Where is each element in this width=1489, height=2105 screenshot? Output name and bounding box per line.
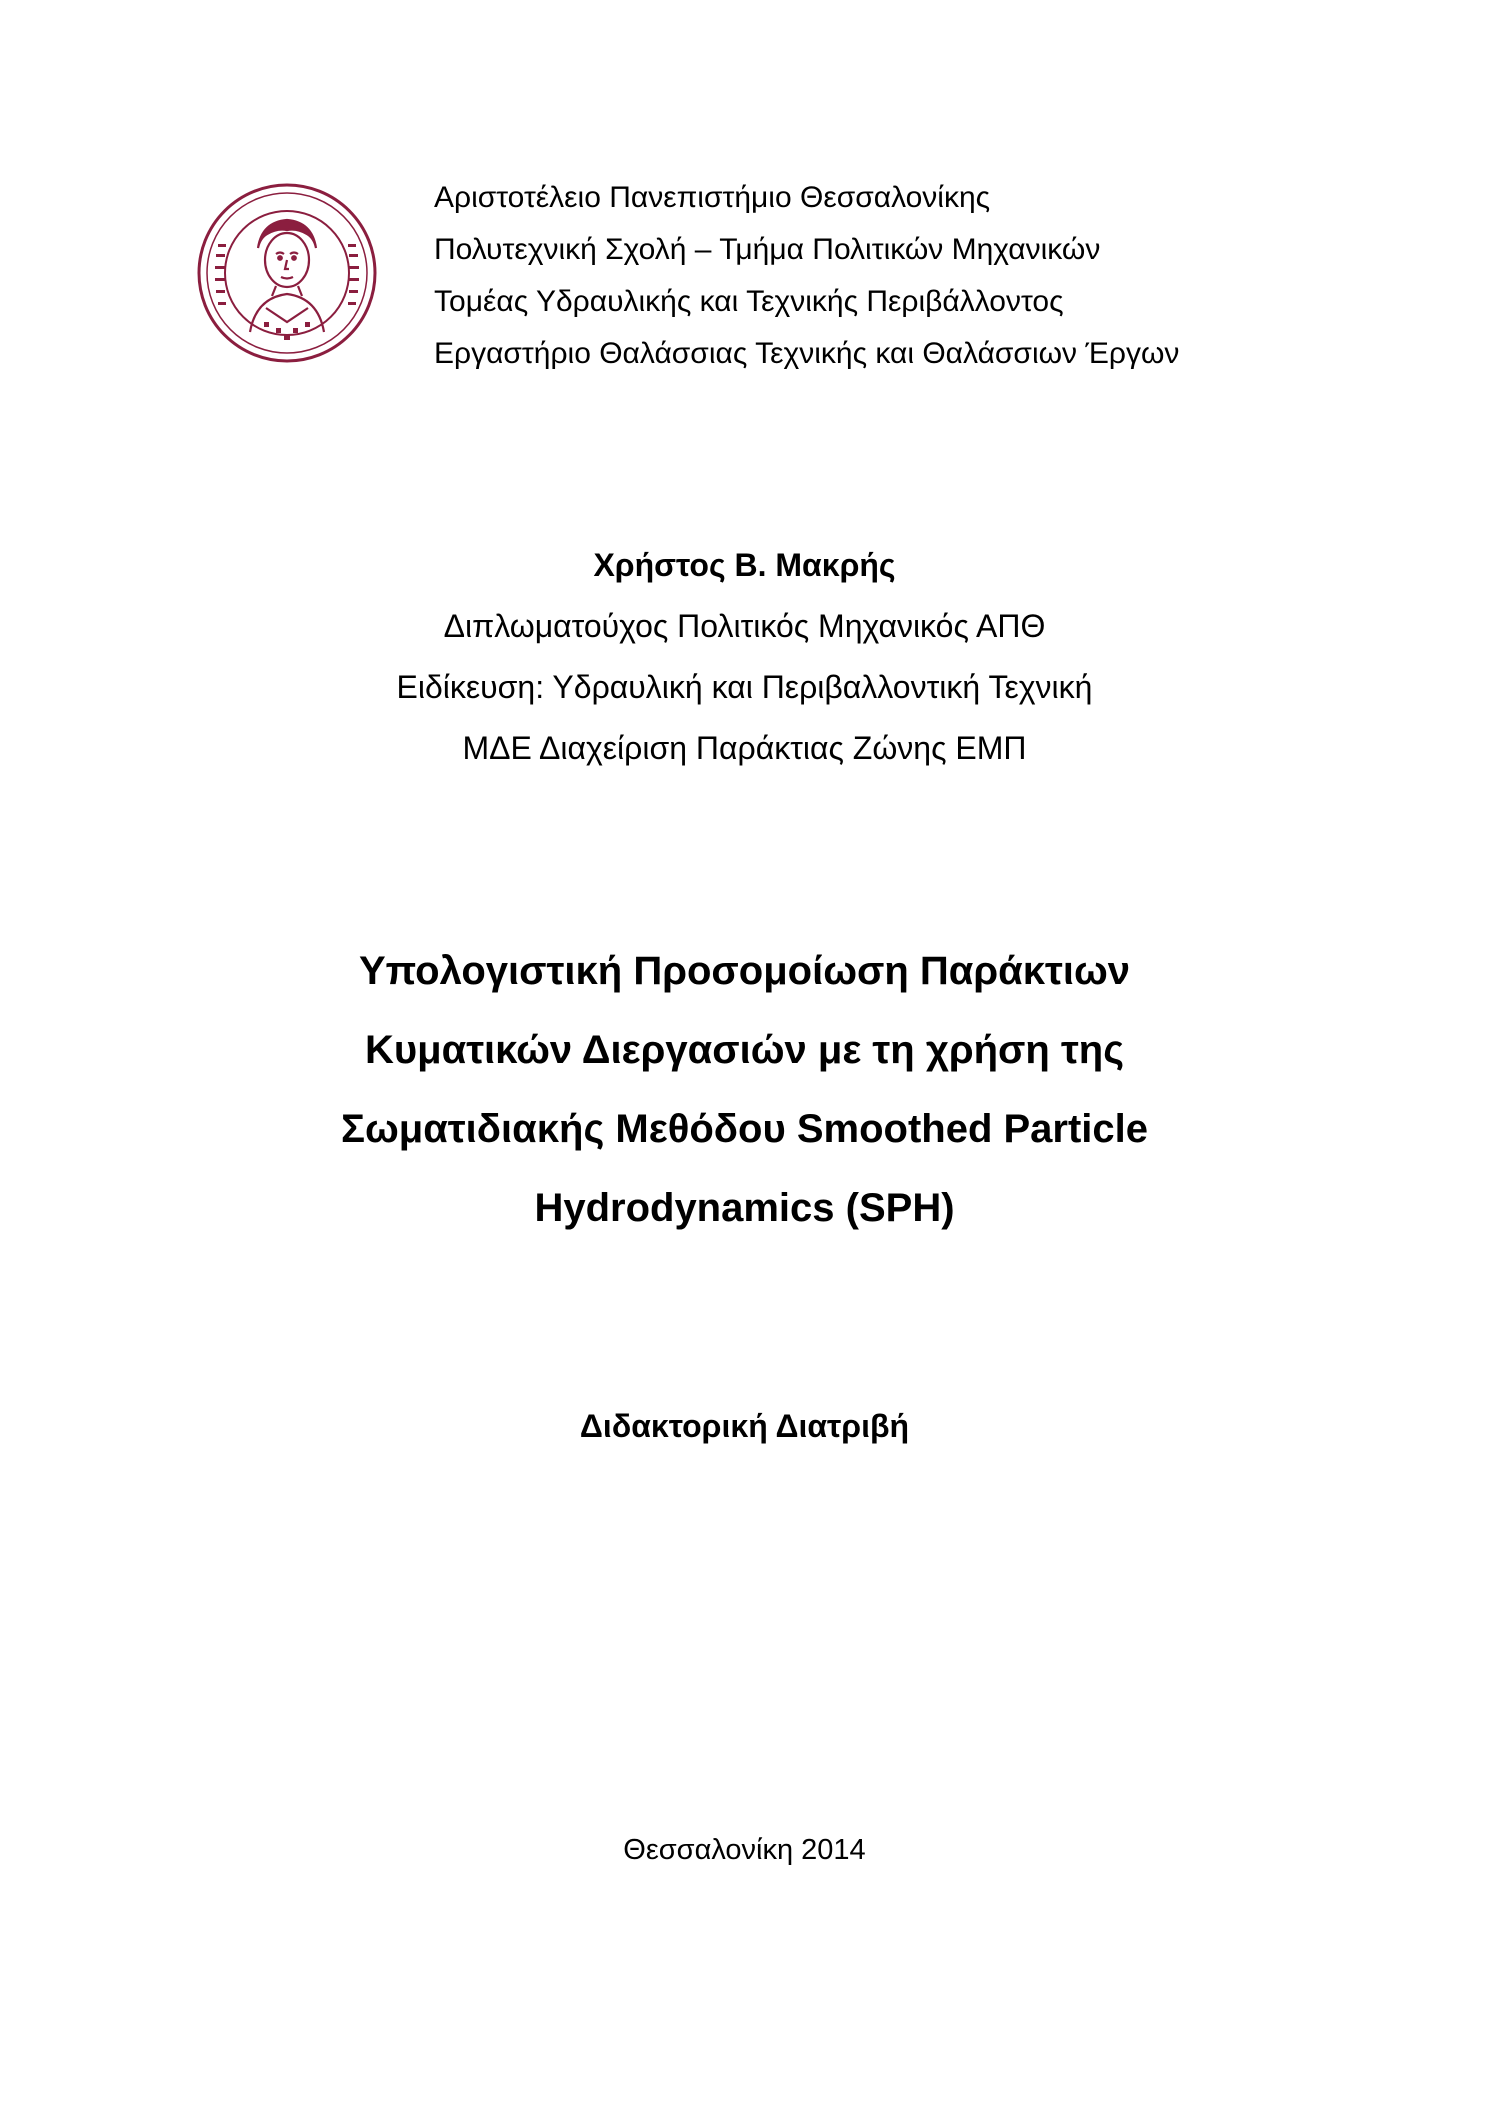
thesis-title-line-3: Σωματιδιακής Μεθόδου Smoothed Particle — [340, 1107, 1149, 1151]
author-credential-degree: Διπλωματούχος Πολιτικός Μηχανικός ΑΠΘ — [443, 608, 1046, 644]
thesis-title-line-2: Κυματικών Διεργασιών με τη χρήση της — [364, 1028, 1125, 1072]
place-and-year: Θεσσαλονίκη 2014 — [623, 1834, 866, 1866]
thesis-title — [0, 932, 1489, 1248]
thesis-title-line-4: Hydrodynamics (SPH) — [534, 1186, 955, 1230]
institution-university: Αριστοτέλειο Πανεπιστήμιο Θεσσαλονίκης — [434, 181, 991, 214]
document-type: Διδακτορική Διατριβή — [579, 1408, 910, 1444]
institution-header — [434, 172, 1179, 380]
author-name: Χρήστος Β. Μακρής — [593, 547, 896, 583]
university-seal-logo — [196, 182, 378, 364]
author-credential-masters: ΜΔΕ Διαχείριση Παράκτιας Ζώνης ΕΜΠ — [462, 730, 1027, 766]
author-credential-specialization: Ειδίκευση: Υδραυλική και Περιβαλλοντική Τεχνική — [396, 669, 1093, 705]
institution-school-department: Πολυτεχνική Σχολή – Τμήμα Πολιτικών Μηχανικών — [434, 233, 1101, 266]
author-block — [0, 535, 1489, 779]
institution-division: Τομέας Υδραυλικής και Τεχνικής Περιβάλλοντος — [434, 285, 1064, 318]
thesis-title-line-1: Υπολογιστική Προσομοίωση Παράκτιων — [358, 949, 1131, 993]
institution-laboratory: Εργαστήριο Θαλάσσιας Τεχνικής και Θαλάσσιων Έργων — [434, 337, 1180, 370]
